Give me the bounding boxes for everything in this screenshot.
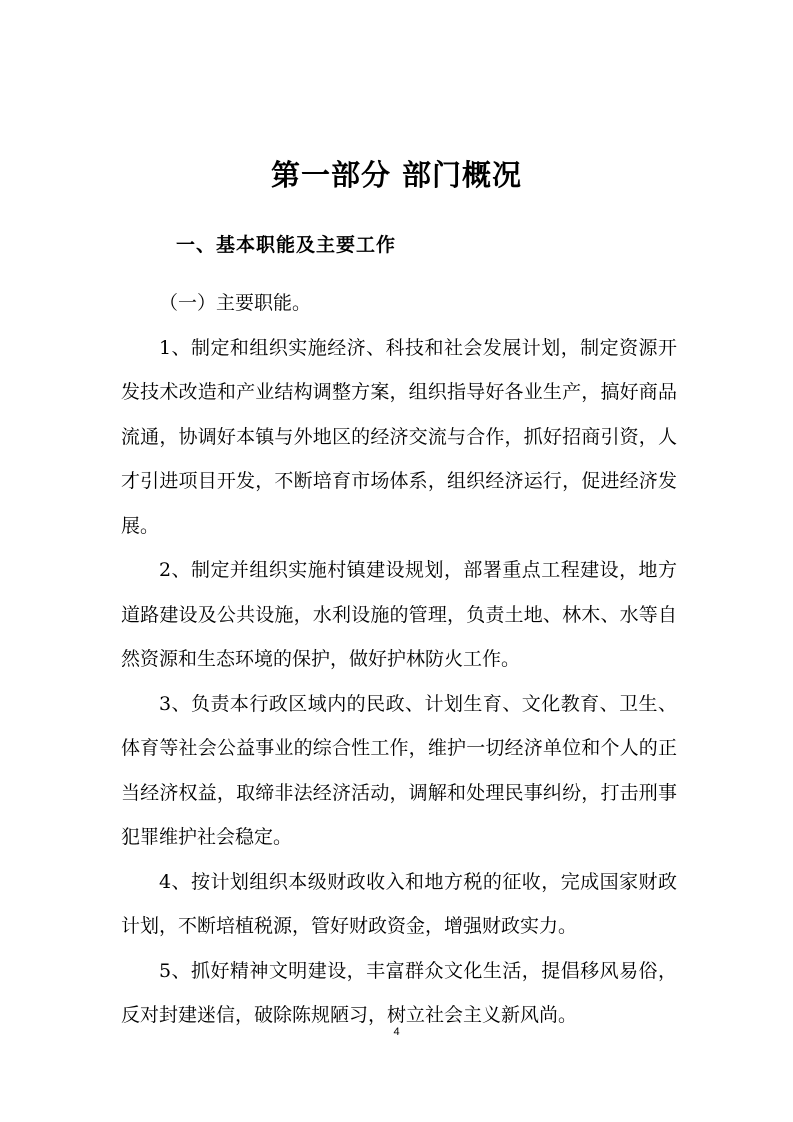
paragraph-2: 2、制定并组织实施村镇建设规划，部署重点工程建设，地方道路建设及公共设施，水利设施的管理，负责土地、林木、水等自然资源和生态环境的保护，做好护林防火工作。 xyxy=(121,559,677,670)
subsection-heading: （一）主要职能。 xyxy=(159,292,312,314)
paragraph-5: 5、抓好精神文明建设，丰富群众文化生活，提倡移风易俗，反对封建迷信，破除陈规陋习，树立社会主义新风尚。 xyxy=(121,959,677,1026)
paragraph-3: 3、负责本行政区域内的民政、计划生育、文化教育、卫生、体育等社会公益事业的综合性工作，维护一切经济单位和个人的正当经济权益，取缔非法经济活动，调解和处理民事纠纷，打击刑事犯罪维护社会稳定。 xyxy=(121,692,677,848)
paragraph-1: 1、制定和组织实施经济、科技和社会发展计划，制定资源开发技术改造和产业结构调整方案，组织指导好各业生产，搞好商品流通，协调好本镇与外地区的经济交流与合作，抓好招商引资，人才引进项目开发，不断培育市场体系，组织经济运行，促进经济发展。 xyxy=(121,336,677,537)
page-number: 4 xyxy=(393,1026,400,1038)
section-heading: 一、基本职能及主要工作 xyxy=(176,234,397,256)
paragraph-4: 4、按计划组织本级财政收入和地方税的征收，完成国家财政计划，不断培植税源，管好财政资金，增强财政实力。 xyxy=(121,870,677,937)
document-body xyxy=(121,281,677,1038)
page-title: 第一部分 部门概况 xyxy=(270,158,523,192)
